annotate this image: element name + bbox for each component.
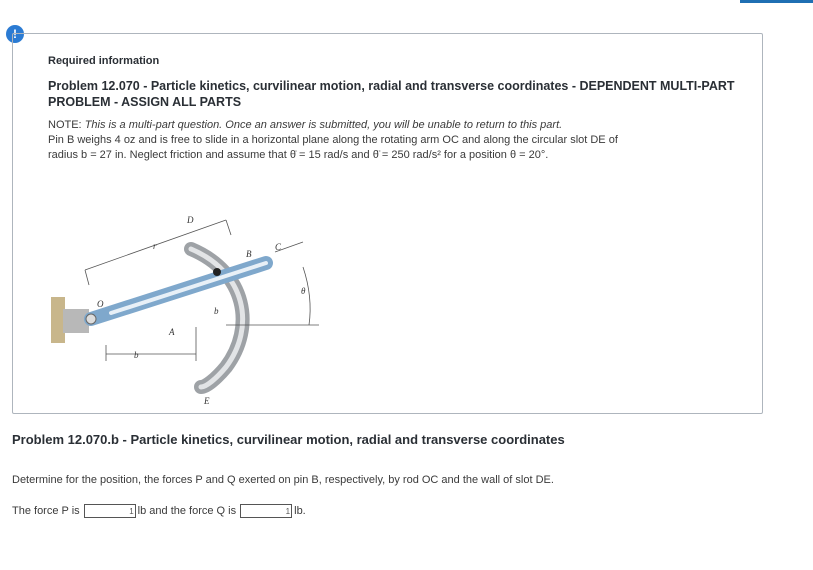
top-tab-indicator (740, 0, 813, 3)
label-d: D (187, 215, 194, 225)
part-title: Problem 12.070.b - Particle kinetics, curvilinear motion, radial and transverse coordinates (12, 432, 565, 447)
required-information-heading: Required information (48, 55, 160, 67)
alert-icon: ! (6, 25, 24, 43)
determine-instruction: Determine for the position, the forces P and Q exerted on pin B, respectively, by rod OC and the wall of slot DE. (12, 474, 554, 486)
extension-line (85, 270, 89, 285)
force-p-input[interactable] (84, 504, 136, 518)
force-q-input[interactable] (240, 504, 292, 518)
required-information-panel (12, 33, 763, 414)
label-b: B (246, 249, 252, 259)
label-c: C (275, 242, 282, 252)
force-q-attempt-counter: 1 (285, 507, 291, 516)
problem-statement-line: Pin B weighs 4 oz and is free to slide in a horizontal plane along the rotating arm OC and along the circular slot DE of (48, 134, 618, 146)
force-q-label: lb and the force Q is (137, 505, 237, 517)
pin-b (213, 268, 221, 276)
force-q-unit: lb. (294, 505, 306, 517)
label-theta: θ (301, 286, 306, 296)
force-p-attempt-counter: 1 (129, 507, 134, 516)
pivot-o (86, 314, 96, 324)
label-a: A (169, 327, 175, 337)
answer-row (12, 503, 306, 519)
problem-statement-line: radius b = 27 in. Neglect friction and assume that θ̇ = 15 rad/s and θ̈ = 250 rad/s² for a position θ = 20°. (48, 149, 549, 161)
note-text: This is a multi-part question. Once an answer is submitted, you will be unable to return to this part. (84, 119, 563, 131)
problem-heading: Problem 12.070 - Particle kinetics, curvilinear motion, radial and transverse coordinates - DEPENDENT MULTI-PART PROBLEM - ASSIGN ALL PARTS (48, 79, 735, 109)
force-p-label: The force P is (12, 505, 80, 517)
label-o: O (97, 299, 104, 309)
mechanism-figure (41, 177, 331, 414)
label-r: r (153, 241, 157, 251)
note-label: NOTE: (48, 119, 82, 131)
extension-line (226, 220, 231, 235)
label-b-radius: b (214, 306, 219, 316)
label-e: E (204, 396, 210, 406)
theta-arc (303, 267, 310, 325)
problem-note (48, 118, 748, 163)
wall-base (51, 297, 65, 343)
label-b-horizontal: b (134, 350, 139, 360)
